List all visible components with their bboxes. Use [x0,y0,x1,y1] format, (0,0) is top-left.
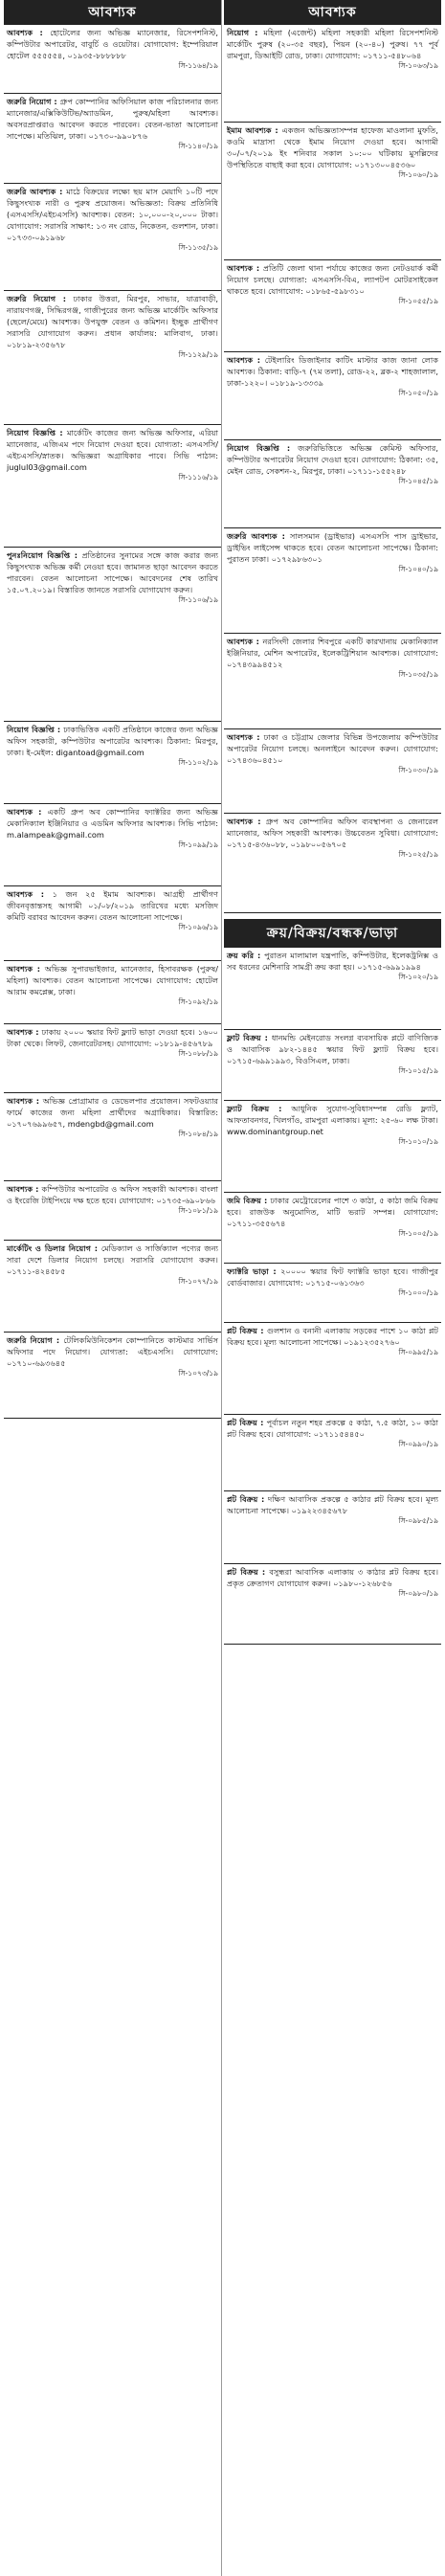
ad-code: সি-১১৩৫/১৯ [178,243,218,252]
ad-text: ঢাকা ও চট্টগ্রাম জেলার বিভিন্ন উপজেলায় কম্পিউটার অপারেটর নিয়োগ চলছে। অনলাইনে আবেদন করুন। যোগাযোগ: ০১৭৪৩৬০৪৫১০ [227,732,438,765]
ad-text: ২০০০০ স্কয়ার ফিট ফ্যাক্টরি ভাড়া হবে। গাজীপুর বোর্ডবাজার। যোগাযোগ: ০১৭১৫-০৬১৩৬৩ [227,1266,438,1288]
ad-code: সি-১০৯৬/১৯ [178,923,218,931]
ad-text: ধানমন্ডি মেইনরোড সংলগ্ন ব্যবসায়িক প্লটে বাণিজ্যিক ও আবাসিক ৯৮২-১৪৪৫ স্কয়ার ফিট ফ্ল্যাট বিক্রয় হবে। ০১৭১৫-৬৯৯১৯৯৩, বিওসিএল, ঢাকা। [227,1033,438,1065]
classified-ad [224,634,441,729]
classified-ad [4,804,221,886]
left-column [4,0,221,2576]
classified-ad [224,1415,441,1491]
ad-keyword: জরুরি নিয়োগ : [7,97,60,106]
ad-code: সি-০৯৯৫/১৯ [398,1348,438,1356]
classified-ad [4,1093,221,1181]
ad-text: গ্রুপ অব কোম্পানির অফিস ব্যবস্থাপনা ও জেনারেল ম্যানেজার, অফিস সহকারী আবশ্যক। উচ্চবেতন সুবিধা। যোগাযোগ: ০১৭১৫-৪৩৬০৮৮, ০১৯৮০০৫৬৭০৫ [227,817,438,849]
ad-text: বসুন্ধরা আবাসিক এলাকায় ৩ কাঠার প্লট বিক্রয় হবে। প্রকৃত ক্রেতাগণ যোগাযোগ করুন। ০১৯৮০-১২৬৮৫৬ [227,1567,438,1588]
ad-keyword: ইমাম আবশ্যক : [227,125,282,135]
ad-code: সি-১০১০/১৯ [398,1137,438,1146]
right-ad-list [224,25,441,913]
ad-text: প্রতিটি জেলা থানা পর্যায়ে কাজের জন্য নেটওয়ার্ক কর্মী নিয়োগ চলছে। যোগ্যতা: এসএসসি-বিএ, ল্যাপটপ মোটরসাইকেল থাকতে হবে। যোগাযোগ: ০১৮৬৫-৫৯৮৩১০ [227,263,438,296]
property-ad-list [224,948,441,1645]
ad-code: সি-১০৭৩/১৯ [178,1369,218,1378]
classified-ad [4,291,221,425]
classified-ad [4,722,221,804]
ad-keyword: ফ্ল্যাট বিক্রয় : [227,1104,292,1113]
classified-ad [4,25,221,94]
ad-keyword: আবশ্যক : [227,732,264,742]
classified-ad [224,123,441,260]
ad-keyword: পুনঃনিয়োগ বিজ্ঞপ্তি : [7,550,82,560]
ad-code: সি-১০৮৪/১৯ [178,1130,218,1138]
ad-code: সি-১০৮১/১৯ [178,1206,218,1215]
ad-code: সি-১১০২/১৯ [178,758,218,767]
ad-keyword: প্লট বিক্রয় : [227,1418,267,1427]
ad-text: অভিজ্ঞ প্রোগ্রামার ও ডেভেলপার প্রয়োজন। সফটওয়্যার ফার্মে কাজের জন্য মহিলা প্রার্থীদের অগ্রাধিকার। বিস্তারিত: ০১৭০৭৬৯৯৬৫৭, mdengbd@gmail.com [7,1096,218,1129]
ad-keyword: জমি বিক্রয় : [227,1196,271,1205]
ad-code: সি-১১৬৪/১৯ [178,61,218,70]
classified-ad [224,260,441,352]
ad-text: জরুরিভিত্তিতে অভিজ্ঞ কেমিস্ট অফিসার, কম্পিউটার অপারেটর নিয়োগ দেওয়া হবে। যোগাযোগ: ঠিকানা: ৩৫, মেইন রোড, সেকশন-২, মিরপুর, ঢাকা। ০১৭১১-১৫৫২৪৮ [227,443,438,476]
left-ad-list [4,25,221,1419]
classified-ad [224,1193,441,1264]
ad-code: সি-১০০০/১৯ [398,1288,438,1297]
classified-ad [224,1323,441,1415]
ad-code: সি-১০২৫/১৯ [398,850,438,859]
ad-keyword: নিয়োগ বিজ্ঞপ্তি : [7,428,67,437]
ad-text: হোটেলের জন্য অভিজ্ঞ ম্যানেজার, রিসেপশনিস্ট, কম্পিউটার অপারেটর, বাবুর্চি ও ওয়েটার। যোগাযোগ: ইম্পেরিয়াল হোটেল ৫৫৫৫৫৪, ০১৯৩৫-৮৮৮৮৮৮ [7,28,218,60]
ad-keyword: প্লট বিক্রয় : [227,1494,268,1504]
classified-ad [224,1564,441,1645]
ad-code: সি-১০০৫/১৯ [398,1229,438,1238]
ad-keyword: জরুরি নিয়োগ : [7,1335,64,1345]
ad-code: সি-১০৬৩/১৯ [398,61,438,70]
classified-ad [224,1491,441,1564]
ad-code: সি-১০৪৫/১৯ [398,477,438,485]
ad-code: সি-১০৫৫/১৯ [398,297,438,305]
ad-text: মার্কেটিং কাজের জন্য অভিজ্ঞ অফিসার, এরিয়া ম্যানেজার, এজিএম পদে নিয়োগ দেওয়া হবে। যোগ্যতা: এসএসসি/এইচএসসি/স্নাতক। অভিজ্ঞরা অগ্রাধিকার পাবে। সিভি পাঠান: juglul03@gmail.com [7,428,218,472]
classified-ad [4,961,221,1024]
classified-ad [224,440,441,528]
left-section-header: আবশ্যক [4,0,221,25]
ad-text: পুরাতন মালামাল যন্ত্রপাতি, কম্পিউটার, ইলেকট্রনিক্স ও সব ধরনের মেশিনারি সামগ্রী ক্রয় করা হয়। ০১৭১৫-৬৯৯১৯৯৪ [227,951,438,972]
ad-keyword: জরুরি আবশ্যক : [227,531,290,541]
ad-code: সি-০৯৯০/১৯ [398,1440,438,1448]
classified-ad [224,1030,441,1101]
ad-keyword: আবশ্যক : [7,807,48,817]
ad-keyword: প্লট বিক্রয় : [227,1567,270,1577]
classified-ad [4,886,221,961]
classified-ad [4,425,221,548]
classified-ad [4,1024,221,1093]
ad-text: টেলিকমিউনিকেশন কোম্পানিতে কাস্টমার সার্ভিস অফিসার পদে নিয়োগ। যোগ্যতা: এইচএসসি। যোগাযোগ: ০১৭১০-৬৯৩৬৪৫ [7,1335,218,1368]
ad-keyword: আবশ্যক : [7,889,53,899]
ad-code: সি-১০৬০/১৯ [398,170,438,179]
classified-ad [224,729,441,814]
ad-keyword: ক্রয় করি : [227,951,265,960]
property-section [224,919,441,948]
ad-text: একটি গ্রুপ অব কোম্পানির ফ্যাক্টরির জন্য অভিজ্ঞ মেকানিক্যাল ইঞ্জিনিয়ার ও এডমিন অফিসার আবশ্যক। সিভি পাঠান: m.alampeak@gmail.com [7,807,218,840]
ad-code: সি-১০১৫/১৯ [398,1066,438,1075]
ad-keyword: ফ্লাট বিক্রয় : [227,1033,272,1042]
ad-text: মহিলা (এজেন্ট) মহিলা সহকারী মহিলা রিসেপশনিস্ট মার্কেটিং পুরুষ (২০-৩৫ বছর), পিয়ন (২০-৪০) পুরুষ। ৭৭ পূর্ব রামপুরা, ডিআইটি রোড, ঢাকা। যোগাযোগ: ০১৭১১-৫৪৮০৬৪ [227,28,438,60]
classified-ad [224,25,441,123]
classified-ad [224,1101,441,1193]
ad-text: ঢাকায় ২০০০ স্কয়ার ফিট ফ্ল্যাট ভাড়া দেওয়া হবে। ১৬০০ টাকা থেকে। লিফট, জেনারেটরসহ। যোগাযোগ: ০১৮১৯-৪৫৬৭৮৯ [7,1027,218,1048]
ad-keyword: আবশ্যক : [227,817,266,826]
ad-text: ঢাকার মেট্রোরেলের পাশে ৩ কাঠা, ৫ কাঠা জমি বিক্রয় হবে। রাজউক অনুমোদিত, মাটি ভরাট সম্পন্ন। যোগাযোগ: ০১৭১১-৩৫৫৬৭৪ [227,1196,439,1228]
ad-keyword: আবশ্যক : [7,964,45,974]
ad-text: নরসিংদী জেলার শিবপুরে একটি কারখানায় মেকানিক্যাল ইঞ্জিনিয়ার, মেশিন অপারেটর, ইলেকট্রিশিয়ান আবশ্যক। যোগাযোগ: ০১৭৪৩৯৯৪৫১২ [227,637,439,669]
ad-text: টেইলারিং ডিজাইনার কাটিং মাস্টার কাজ জানা লোক আবশ্যক। ঠিকানা: বাড়ি-৭ (৭ম তলা), রোড-২২, ব্লক-২ শাহজালাল, ঢাকা-১২২০। ০১৮১৯-১৩৩৩৯ [227,355,439,388]
ad-code: সি-০৯৮৫/১৯ [398,1516,438,1525]
classified-ad [4,184,221,291]
ad-keyword: প্লট বিক্রয় : [227,1326,267,1335]
ad-code: সি-১০৪০/১৯ [398,565,438,573]
classified-ad [224,352,441,440]
classified-ad [224,528,441,634]
ad-code: সি-১০৯৯/১৯ [178,840,218,849]
ad-text: ১ জন ২৫ ইমাম আবশ্যক। আগ্রহী প্রার্থীগণ জীবনবৃত্তান্তসহ আগামী ০১/০৮/২০১৯ তারিখের মধ্যে মসজিদ কমিটি বরাবর আবেদন করুন। বেতন আলোচনা সাপেক্ষে। [7,889,219,922]
ad-text: ঢাকার উত্তরা, মিরপুর, সাভার, যাত্রাবাড়ী, নারায়ণগঞ্জ, সিদ্ধিরগঞ্জ, গাজীপুরের জন্য অভিজ্ঞ মার্কেটিং অফিসার (ছেলে/মেয়ে) আবশ্যক। উপযুক্ত বেতন ও কমিশন। ইচ্ছুক প্রার্থীগণ সরাসরি যোগাযোগ করুন। প্রধান কার্যালয়: মালিবাগ, ঢাকা। ০১৮১৯-২৩৫৬৭৮ [7,294,218,349]
column-divider [221,0,222,2576]
ad-keyword: আবশ্যক : [7,1184,42,1194]
property-section-header: ক্রয়/বিক্রয়/বন্ধক/ভাড়া [226,921,439,946]
ad-code: সি-১০৫০/১৯ [398,389,438,397]
ad-code: সি-১১০৬/১৯ [178,595,218,604]
ad-keyword: আবশ্যক : [227,355,265,365]
ad-keyword: নিয়োগ বিজ্ঞপ্তি : [7,725,64,734]
right-column [224,0,441,2576]
ad-code: সি-১১২৯/১৯ [178,350,218,359]
ad-keyword: আবশ্যক : [227,637,263,646]
ad-code: সি-১০৩৫/১৯ [398,670,438,679]
classified-ad [4,1333,221,1419]
classified-ad [4,94,221,184]
classified-ad [224,1264,441,1323]
ad-text: গ্রুপ কোম্পানির অফিসিয়াল কাজ পরিচালনার জন্য ম্যানেজার/এক্সিকিউটিভ/অ্যাডমিন, পুরুষ/মহিলা আবশ্যক। অবসরপ্রাপ্তরাও আবেদন করতে পারবেন। বেতন-ভাতা আলোচনা সাপেক্ষে। মতিঝিল, ঢাকা। ০১৭৩০-৯৯০৮৭৬ [7,97,218,141]
ad-code: সি-১০২০/১৯ [398,973,438,981]
ad-keyword: ফ্যাক্টরি ভাড়া : [227,1266,281,1276]
ad-text: মাঠে বিক্রয়ের লক্ষ্যে ছয় মাস মেয়াদি ১০টি পদে কিছুসংখ্যক নারী ও পুরুষ প্রয়োজন। অভিজ্ঞতা: বিক্রয় প্রতিনিধি (এসএসসি/এইচএসসি) আবশ্যক। বেতন: ১০,০০০-২০,০০০ টাকা। যোগাযোগ: সরাসরি সাক্ষাৎ: ১৩ নং রোড, নিকেতন, গুলশান, ঢাকা। ০১৭৩৩-০৯১৯৬৮ [7,187,218,242]
ad-text: ঢাকাভিত্তিক একটি প্রতিষ্ঠানে কাজের জন্য অভিজ্ঞ অফিস সহকারী, কম্পিউটার অপারেটর আবশ্যক। ঠিকানা: মিরপুর, ঢাকা। ই-মেইল: digantoad@gmail.com [7,725,218,757]
ad-text: আধুনিক সুযোগ-সুবিধাসম্পন্ন রেডি ফ্ল্যাট, আফতাবনগর, খিলগাঁও, রামপুরা এলাকায়। মূল্য: ২৫-৬০ লক্ষ টাকা। www.dominantgroup.net [227,1104,438,1136]
ad-text: গুলশান ও বনানী এলাকায় সড়কের পাশে ১০ কাঠা প্লট বিক্রয় হবে। মূল্য আলোচনা সাপেক্ষে। ০১৯১২৩৫২৭৬০ [227,1326,438,1347]
ad-code: সি-১০৭৭/১৯ [178,1277,218,1286]
ad-code: সি-১০৮৮/১৯ [178,1049,218,1058]
ad-text: দক্ষিণ আবাসিক প্রকল্পে ৫ কাঠার প্লট বিক্রয় হবে। মূল্য আলোচনা সাপেক্ষে। ০১৯২২৩৪৫৬৭৮ [227,1494,438,1515]
ad-text: পূর্বাচল নতুন শহর প্রকল্পে ৫ কাঠা, ৭.৫ কাঠা, ১০ কাঠা প্লট বিক্রয় হবে। যোগাযোগ: ০১৭১১৫৪৪৫০ [227,1418,438,1439]
ad-keyword: আবশ্যক : [7,28,51,37]
ad-code: সি-১০৩০/১৯ [398,766,438,774]
ad-text: প্রতিষ্ঠানের সুনামের সঙ্গে কাজ করার জন্য কিছুসংখ্যক অভিজ্ঞ কর্মী নেওয়া হবে। জামানত ছাড়া আবেদন করতে পারবেন। বেতন আলোচনা সাপেক্ষে। আবেদনের শেষ তারিখ ১৫.০৭.২০১৯। বিস্তারিত জানতে সরাসরি যোগাযোগ করুন। [7,550,218,594]
ad-keyword: আবশ্যক : [7,1027,42,1037]
ad-code: সি-১১৪০/১৯ [178,142,218,150]
classified-ad [224,948,441,1030]
ad-text: অভিজ্ঞ সুপারভাইজার, ম্যানেজার, হিসাবরক্ষক (পুরুষ/মহিলা) আবশ্যক। বেতন আলোচনা সাপেক্ষে। যোগাযোগ: হোটেল আরাম কমপ্লেক্স, ঢাকা। [7,964,218,997]
ad-keyword: জরুরি নিয়োগ : [7,294,74,303]
classified-ad [4,1181,221,1241]
classified-ad [224,814,441,913]
ad-text: কম্পিউটার অপারেটর ও অফিস সহকারী আবশ্যক। বাংলা ও ইংরেজি টাইপিংয়ে দক্ষ হতে হবে। যোগাযোগ: ০১৭৩৫-৬৯০৮৬৬ [7,1184,218,1205]
right-section-header: আবশ্যক [224,0,441,25]
ad-keyword: মার্কেটিং ও ডিলার নিয়োগ : [7,1243,101,1253]
ad-keyword: নিয়োগ : [227,28,264,37]
classified-ad [4,1241,221,1333]
ad-code: সি-১১১৬/১৯ [178,473,218,482]
ad-text: সালসমান (ড্রাইভার) এসএসসি পাস ড্রাইভার, ড্রাইভিং লাইসেন্স থাকতে হবে। বেতন আলোচনা সাপেক্ষে। ঠিকানা: পুরাতন ঢাকা। ০১৭২৯৮৬৩০১ [227,531,438,564]
ad-keyword: নিয়োগ বিজ্ঞপ্তি : [227,443,299,453]
ad-text: একজন অভিজ্ঞতাসম্পন্ন হাফেজ মাওলানা মুফতি, কওমি মাদ্রাসা থেকে ইমাম নিয়োগ দেওয়া হবে। আগামী ৩০/০৭/২০১৯ ইং শনিবার সকাল ১০:০০ ঘটিকায় মুসল্লিদের উপস্থিতিতে বাছাই করা হবে। যোগাযোগ: ০১৭১৩০০৪৫৩৬০ [227,125,438,169]
ad-code: সি-১০৯২/১৯ [178,997,218,1006]
ad-keyword: আবশ্যক : [7,1096,43,1106]
classified-ad [4,548,221,722]
ad-keyword: আবশ্যক : [227,263,263,273]
ad-text: মেডিক্যাল ও সার্জিক্যাল পণ্যের জন্য সারা দেশে ডিলার নিয়োগ চলছে। সরাসরি যোগাযোগ করুন। ০১৭১১-৪২৪৫৮৫ [7,1243,219,1276]
ad-keyword: জরুরি আবশ্যক : [7,187,67,196]
ad-code: সি-০৯৮০/১৯ [398,1589,438,1598]
